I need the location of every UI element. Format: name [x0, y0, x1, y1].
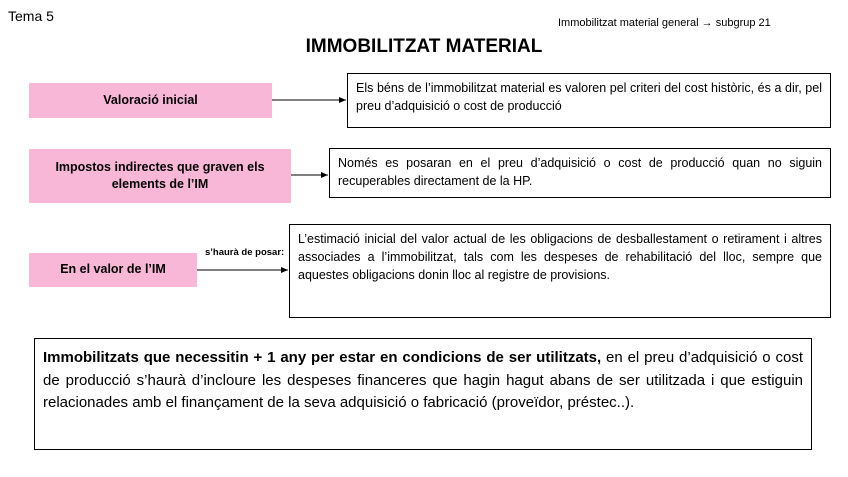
label-valoracio-inicial: Valoració inicial [29, 83, 272, 118]
bottom-note-box [34, 338, 812, 450]
arrow-label: s’haurà de posar: [205, 247, 285, 258]
topic-label: Tema 5 [8, 8, 54, 24]
bottom-note-text: en el preu d’adquisició o cost de producció s’haurà d’incloure les despeses financeres que hagin hagut abans de ser utilitzada i que estiguin relacionades amb el finançament de la seva adquisició o fabricació (proveïdor, préstec..). [43, 349, 804, 411]
text-box-impostos: Només es posaran en el preu d’adquisició o cost de producció quan no siguin recuperables directament de la HP. [329, 148, 831, 198]
label-impostos-indirectes: Impostos indirectes que graven els elements de l’IM [29, 149, 291, 203]
bottom-note-bold: Immobilitzats que necessitin + 1 any per estar en condicions de ser utilitzats, [43, 349, 602, 366]
section-subtitle: Immobilitzat material general → subgrup 21 [558, 17, 771, 29]
text-box-valor-im: L’estimació inicial del valor actual de les obligacions de desballestament o retirament i altres associades a l’immobilitzat, tals com les despeses de rehabilitació del lloc, sempre que aquestes obligacions donin lloc al registre de provisions. [289, 224, 831, 318]
label-valor-im: En el valor de l’IM [29, 253, 197, 287]
page-title: IMMOBILITZAT MATERIAL [305, 36, 543, 57]
text-box-valoracio: Els béns de l’immobilitzat material es valoren pel criteri del cost històric, és a dir, pel preu d’adquisició o cost de producció [347, 73, 831, 128]
